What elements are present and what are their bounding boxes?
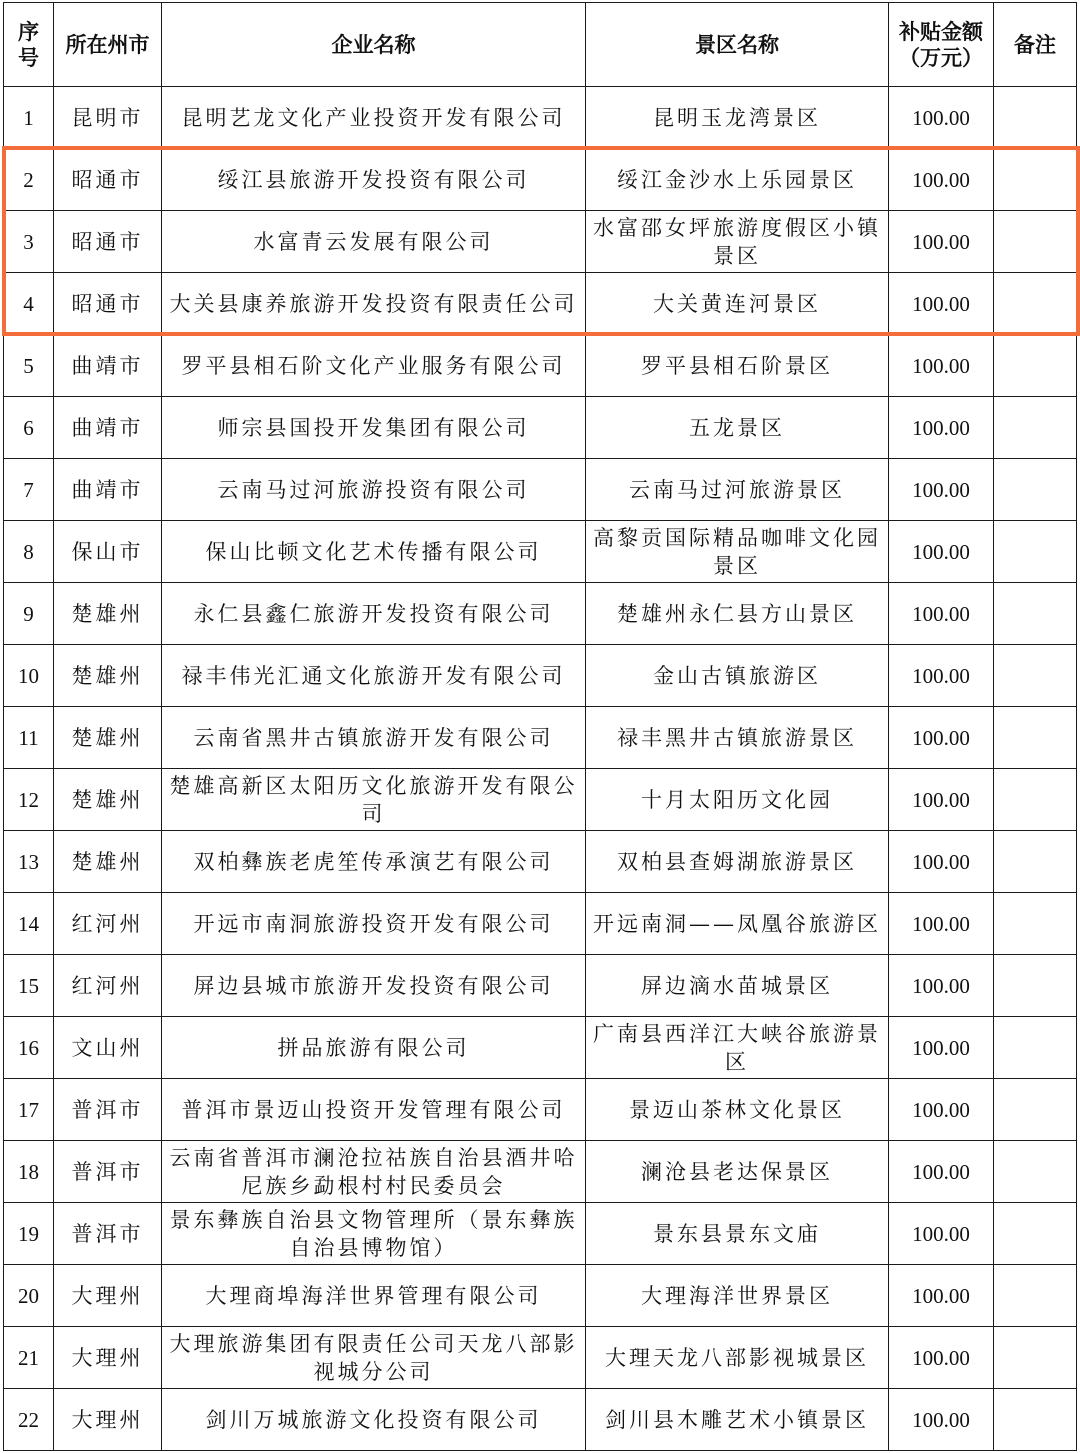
- cell-company: 大理旅游集团有限责任公司天龙八部影视城分公司: [162, 1327, 586, 1389]
- cell-note: [994, 1141, 1077, 1203]
- cell-company: 拼品旅游有限公司: [162, 1017, 586, 1079]
- cell-amount: 100.00: [889, 397, 994, 459]
- cell-amount: 100.00: [889, 645, 994, 707]
- cell-amount: 100.00: [889, 211, 994, 273]
- cell-company: 大关县康养旅游开发投资有限责任公司: [162, 273, 586, 335]
- cell-scenic: 五龙景区: [586, 397, 889, 459]
- cell-seq: 13: [4, 831, 54, 893]
- table-row: [4, 459, 1077, 521]
- cell-amount: 100.00: [889, 1079, 994, 1141]
- cell-seq: 7: [4, 459, 54, 521]
- cell-city: 曲靖市: [54, 335, 162, 397]
- table-row: [4, 769, 1077, 831]
- table-row: [4, 1017, 1077, 1079]
- cell-company: 楚雄高新区太阳历文化旅游开发有限公司: [162, 769, 586, 831]
- cell-scenic: 景迈山茶林文化景区: [586, 1079, 889, 1141]
- cell-company: 双柏彝族老虎笙传承演艺有限公司: [162, 831, 586, 893]
- cell-company: 剑川万城旅游文化投资有限公司: [162, 1389, 586, 1451]
- cell-company: 禄丰伟光汇通文化旅游开发有限公司: [162, 645, 586, 707]
- cell-scenic: 双柏县查姆湖旅游景区: [586, 831, 889, 893]
- cell-note: [994, 893, 1077, 955]
- cell-scenic: 楚雄州永仁县方山景区: [586, 583, 889, 645]
- cell-scenic: 广南县西洋江大峡谷旅游景区: [586, 1017, 889, 1079]
- cell-seq: 14: [4, 893, 54, 955]
- cell-note: [994, 1327, 1077, 1389]
- cell-scenic: 高黎贡国际精品咖啡文化园景区: [586, 521, 889, 583]
- table-row: [4, 1141, 1077, 1203]
- cell-seq: 16: [4, 1017, 54, 1079]
- cell-amount: 100.00: [889, 1389, 994, 1451]
- cell-scenic: 景东县景东文庙: [586, 1203, 889, 1265]
- cell-city: 昭通市: [54, 273, 162, 335]
- cell-scenic: 金山古镇旅游区: [586, 645, 889, 707]
- header-seq: 序号: [4, 3, 54, 87]
- cell-company: 罗平县相石阶文化产业服务有限公司: [162, 335, 586, 397]
- cell-seq: 11: [4, 707, 54, 769]
- cell-company: 绥江县旅游开发投资有限公司: [162, 149, 586, 211]
- cell-city: 楚雄州: [54, 769, 162, 831]
- cell-note: [994, 335, 1077, 397]
- cell-city: 大理州: [54, 1265, 162, 1327]
- cell-note: [994, 1079, 1077, 1141]
- cell-city: 普洱市: [54, 1079, 162, 1141]
- cell-note: [994, 459, 1077, 521]
- cell-company: 水富青云发展有限公司: [162, 211, 586, 273]
- subsidy-table: [3, 2, 1077, 1451]
- cell-seq: 18: [4, 1141, 54, 1203]
- cell-seq: 22: [4, 1389, 54, 1451]
- table-row: [4, 1203, 1077, 1265]
- cell-scenic: 大理天龙八部影视城景区: [586, 1327, 889, 1389]
- cell-city: 文山州: [54, 1017, 162, 1079]
- cell-amount: 100.00: [889, 1327, 994, 1389]
- cell-note: [994, 831, 1077, 893]
- cell-scenic: 云南马过河旅游景区: [586, 459, 889, 521]
- header-subsidy: 补贴金额（万元）: [889, 3, 994, 87]
- cell-seq: 4: [4, 273, 54, 335]
- cell-seq: 3: [4, 211, 54, 273]
- cell-seq: 19: [4, 1203, 54, 1265]
- cell-note: [994, 87, 1077, 149]
- cell-amount: 100.00: [889, 893, 994, 955]
- table-row: [4, 1265, 1077, 1327]
- cell-note: [994, 211, 1077, 273]
- cell-seq: 5: [4, 335, 54, 397]
- cell-amount: 100.00: [889, 1203, 994, 1265]
- cell-company: 景东彝族自治县文物管理所（景东彝族自治县博物馆）: [162, 1203, 586, 1265]
- cell-city: 楚雄州: [54, 645, 162, 707]
- cell-amount: 100.00: [889, 583, 994, 645]
- table-row: [4, 335, 1077, 397]
- cell-seq: 1: [4, 87, 54, 149]
- cell-company: 云南马过河旅游投资有限公司: [162, 459, 586, 521]
- cell-note: [994, 149, 1077, 211]
- table-row: [4, 645, 1077, 707]
- cell-note: [994, 769, 1077, 831]
- header-note: 备注: [994, 3, 1077, 87]
- cell-seq: 21: [4, 1327, 54, 1389]
- cell-company: 昆明艺龙文化产业投资开发有限公司: [162, 87, 586, 149]
- cell-scenic: 禄丰黑井古镇旅游景区: [586, 707, 889, 769]
- table-row: [4, 87, 1077, 149]
- cell-amount: 100.00: [889, 335, 994, 397]
- cell-company: 屏边县城市旅游开发投资有限公司: [162, 955, 586, 1017]
- cell-city: 楚雄州: [54, 831, 162, 893]
- table-row: [4, 831, 1077, 893]
- cell-scenic: 开远南洞——凤凰谷旅游区: [586, 893, 889, 955]
- cell-seq: 6: [4, 397, 54, 459]
- cell-company: 大理商埠海洋世界管理有限公司: [162, 1265, 586, 1327]
- cell-city: 保山市: [54, 521, 162, 583]
- cell-amount: 100.00: [889, 831, 994, 893]
- cell-scenic: 屏边滴水苗城景区: [586, 955, 889, 1017]
- cell-seq: 10: [4, 645, 54, 707]
- cell-seq: 8: [4, 521, 54, 583]
- cell-note: [994, 1017, 1077, 1079]
- cell-city: 普洱市: [54, 1203, 162, 1265]
- cell-note: [994, 273, 1077, 335]
- cell-company: 云南省普洱市澜沧拉祜族自治县酒井哈尼族乡勐根村村民委员会: [162, 1141, 586, 1203]
- header-scenic: 景区名称: [586, 3, 889, 87]
- cell-city: 红河州: [54, 955, 162, 1017]
- cell-scenic: 绥江金沙水上乐园景区: [586, 149, 889, 211]
- cell-seq: 20: [4, 1265, 54, 1327]
- cell-scenic: 昆明玉龙湾景区: [586, 87, 889, 149]
- cell-company: 永仁县鑫仁旅游开发投资有限公司: [162, 583, 586, 645]
- cell-note: [994, 521, 1077, 583]
- cell-amount: 100.00: [889, 769, 994, 831]
- cell-scenic: 十月太阳历文化园: [586, 769, 889, 831]
- cell-scenic: 剑川县木雕艺术小镇景区: [586, 1389, 889, 1451]
- cell-amount: 100.00: [889, 521, 994, 583]
- cell-company: 保山比顿文化艺术传播有限公司: [162, 521, 586, 583]
- table-row: [4, 521, 1077, 583]
- cell-city: 大理州: [54, 1327, 162, 1389]
- table-header-row: [4, 3, 1077, 87]
- cell-company: 云南省黑井古镇旅游开发有限公司: [162, 707, 586, 769]
- cell-city: 红河州: [54, 893, 162, 955]
- cell-amount: 100.00: [889, 1265, 994, 1327]
- cell-amount: 100.00: [889, 1017, 994, 1079]
- cell-city: 楚雄州: [54, 583, 162, 645]
- cell-amount: 100.00: [889, 87, 994, 149]
- table-row: [4, 273, 1077, 335]
- cell-city: 曲靖市: [54, 459, 162, 521]
- table-row: [4, 707, 1077, 769]
- table-row: [4, 1079, 1077, 1141]
- cell-seq: 15: [4, 955, 54, 1017]
- table-row: [4, 397, 1077, 459]
- cell-note: [994, 645, 1077, 707]
- cell-scenic: 澜沧县老达保景区: [586, 1141, 889, 1203]
- cell-seq: 12: [4, 769, 54, 831]
- cell-amount: 100.00: [889, 1141, 994, 1203]
- cell-note: [994, 1265, 1077, 1327]
- cell-note: [994, 707, 1077, 769]
- cell-city: 普洱市: [54, 1141, 162, 1203]
- table-row: [4, 149, 1077, 211]
- table-row: [4, 893, 1077, 955]
- cell-company: 师宗县国投开发集团有限公司: [162, 397, 586, 459]
- cell-note: [994, 397, 1077, 459]
- header-company: 企业名称: [162, 3, 586, 87]
- cell-company: 开远市南洞旅游投资开发有限公司: [162, 893, 586, 955]
- cell-amount: 100.00: [889, 149, 994, 211]
- cell-scenic: 水富邵女坪旅游度假区小镇景区: [586, 211, 889, 273]
- cell-seq: 9: [4, 583, 54, 645]
- cell-city: 昭通市: [54, 211, 162, 273]
- cell-city: 昆明市: [54, 87, 162, 149]
- header-city: 所在州市: [54, 3, 162, 87]
- table-row: [4, 1389, 1077, 1451]
- cell-note: [994, 1389, 1077, 1451]
- table-body: [4, 87, 1077, 1451]
- cell-seq: 17: [4, 1079, 54, 1141]
- cell-seq: 2: [4, 149, 54, 211]
- cell-amount: 100.00: [889, 955, 994, 1017]
- cell-scenic: 大理海洋世界景区: [586, 1265, 889, 1327]
- cell-scenic: 罗平县相石阶景区: [586, 335, 889, 397]
- cell-note: [994, 1203, 1077, 1265]
- cell-note: [994, 955, 1077, 1017]
- cell-amount: 100.00: [889, 273, 994, 335]
- cell-scenic: 大关黄连河景区: [586, 273, 889, 335]
- cell-city: 大理州: [54, 1389, 162, 1451]
- table-row: [4, 1327, 1077, 1389]
- cell-amount: 100.00: [889, 459, 994, 521]
- table-row: [4, 583, 1077, 645]
- table-row: [4, 211, 1077, 273]
- cell-city: 曲靖市: [54, 397, 162, 459]
- table-row: [4, 955, 1077, 1017]
- cell-city: 昭通市: [54, 149, 162, 211]
- cell-company: 普洱市景迈山投资开发管理有限公司: [162, 1079, 586, 1141]
- cell-city: 楚雄州: [54, 707, 162, 769]
- cell-note: [994, 583, 1077, 645]
- cell-amount: 100.00: [889, 707, 994, 769]
